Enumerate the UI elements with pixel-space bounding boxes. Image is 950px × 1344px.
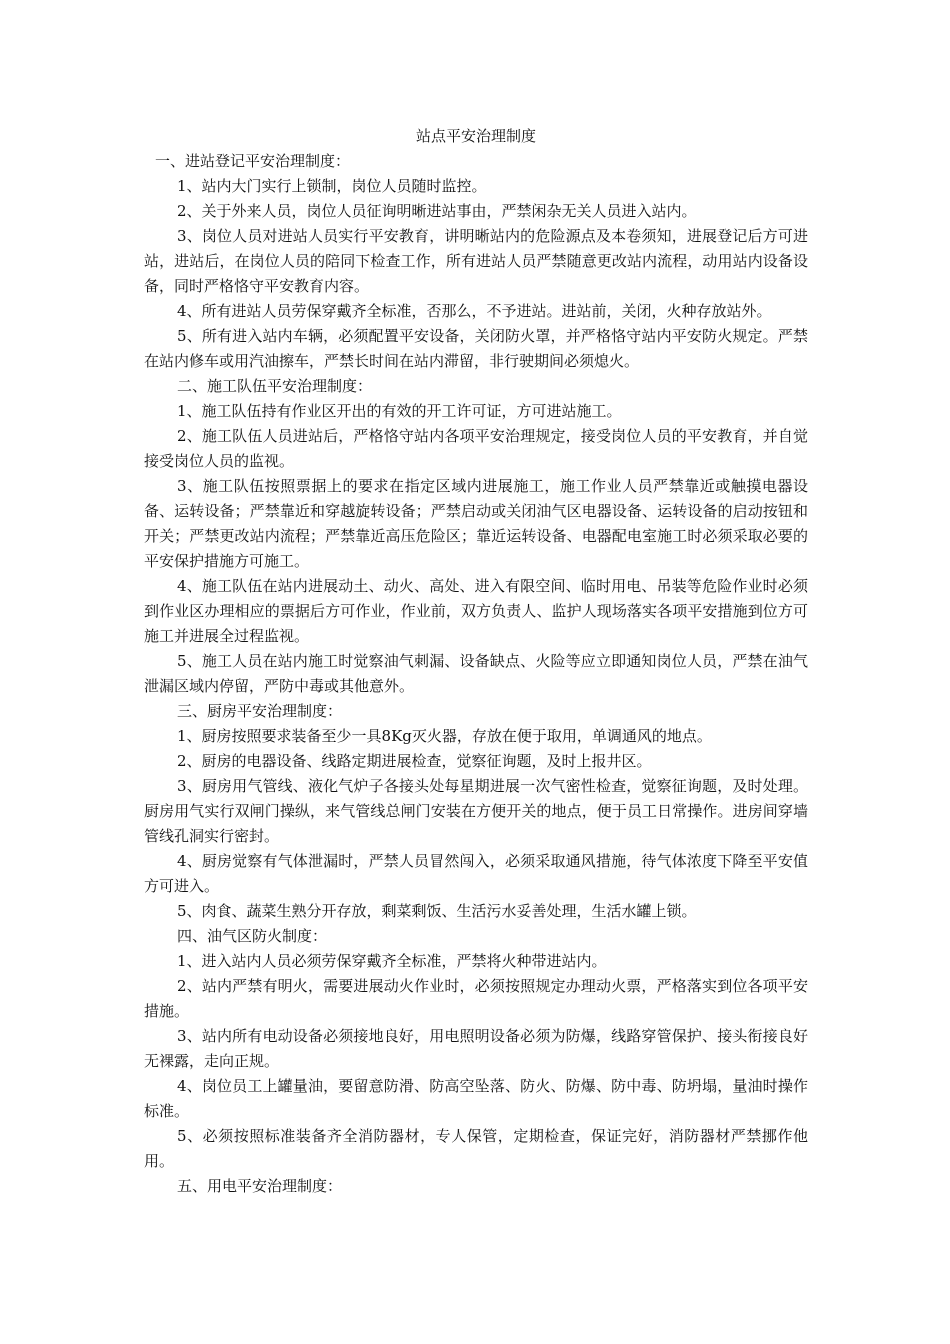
section-heading: 四、油气区防火制度： — [177, 927, 328, 945]
document-title: 站点平安治理制度 — [415, 127, 536, 145]
paragraph: 3、岗位人员对进站人员实行平安教育，讲明晰站内的危险源点及本卷须知，进展登记后方可进站，进站后，在岗位人员的陪同下检查工作，所有进站人员严禁随意更改站内流程，动用站内设备设备，同时严格恪守平安教育内容。 — [144, 227, 808, 295]
paragraph: 1、站内大门实行上锁制，岗位人员随时监控。 — [177, 177, 487, 195]
paragraph: 1、厨房按照要求装备至少一具8Kg灭火器，存放在便于取用，单调通风的地点。 — [177, 727, 712, 745]
section-heading: 五、用电平安治理制度： — [177, 1177, 343, 1195]
paragraph: 4、岗位员工上罐量油，要留意防滑、防高空坠落、防火、防爆、防中毒、防坍塌，量油时操作标准。 — [144, 1077, 808, 1120]
paragraph: 4、厨房觉察有气体泄漏时，严禁人员冒然闯入，必须采取通风措施，待气体浓度下降至平安值方可进入。 — [144, 852, 808, 895]
section-heading: 二、施工队伍平安治理制度： — [177, 377, 373, 395]
paragraph: 1、施工队伍持有作业区开出的有效的开工许可证，方可进站施工。 — [177, 402, 622, 420]
section-heading: 三、厨房平安治理制度： — [177, 702, 343, 720]
paragraph: 4、施工队伍在站内进展动土、动火、高处、进入有限空间、临时用电、吊装等危险作业时必须到作业区办理相应的票据后方可作业，作业前，双方负责人、监护人现场落实各项平安措施到位方可施工并进展全过程监视。 — [144, 577, 808, 645]
paragraph: 2、施工队伍人员进站后，严格恪守站内各项平安治理规定，接受岗位人员的平安教育，并自觉接受岗位人员的监视。 — [144, 427, 808, 470]
paragraph: 5、肉食、蔬菜生熟分开存放，剩菜剩饭、生活污水妥善处理，生活水罐上锁。 — [177, 902, 697, 920]
paragraph: 2、关于外来人员，岗位人员征询明晰进站事由，严禁闲杂无关人员进入站内。 — [177, 202, 697, 220]
paragraph: 2、站内严禁有明火，需要进展动火作业时，必须按照规定办理动火票，严格落实到位各项平安措施。 — [144, 977, 808, 1020]
paragraph: 4、所有进站人员劳保穿戴齐全标准，否那么，不予进站。进站前，关闭，火种存放站外。 — [177, 302, 772, 320]
paragraph: 5、施工人员在站内施工时觉察油气刺漏、设备缺点、火险等应立即通知岗位人员，严禁在油气泄漏区域内停留，严防中毒或其他意外。 — [144, 652, 808, 695]
section-heading: 一、进站登记平安治理制度： — [155, 152, 351, 170]
document-page — [144, 124, 808, 1199]
paragraph: 1、进入站内人员必须劳保穿戴齐全标准，严禁将火种带进站内。 — [177, 952, 607, 970]
paragraph: 5、所有进入站内车辆，必须配置平安设备，关闭防火罩，并严格恪守站内平安防火规定。严禁在站内修车或用汽油擦车，严禁长时间在站内滞留，非行驶期间必须熄火。 — [144, 327, 808, 370]
paragraph: 3、厨房用气管线、液化气炉子各接头处每星期进展一次气密性检查，觉察征询题，及时处理。厨房用气实行双闸门操纵，来气管线总闸门安装在方便开关的地点，便于员工日常操作。进房间穿墙管线孔洞实行密封。 — [144, 777, 808, 845]
paragraph: 5、必须按照标准装备齐全消防器材，专人保管，定期检查，保证完好，消防器材严禁挪作他用。 — [144, 1127, 808, 1170]
paragraph: 2、厨房的电器设备、线路定期进展检查，觉察征询题，及时上报井区。 — [177, 752, 652, 770]
paragraph: 3、施工队伍按照票据上的要求在指定区域内进展施工，施工作业人员严禁靠近或触摸电器设备、运转设备；严禁靠近和穿越旋转设备；严禁启动或关闭油气区电器设备、运转设备的启动按钮和开关；严禁更改站内流程；严禁靠近高压危险区；靠近运转设备、电器配电室施工时必须采取必要的平安保护措施方可施工。 — [144, 477, 808, 570]
paragraph: 3、站内所有电动设备必须接地良好，用电照明设备必须为防爆，线路穿管保护、接头衔接良好无裸露，走向正规。 — [144, 1027, 808, 1070]
